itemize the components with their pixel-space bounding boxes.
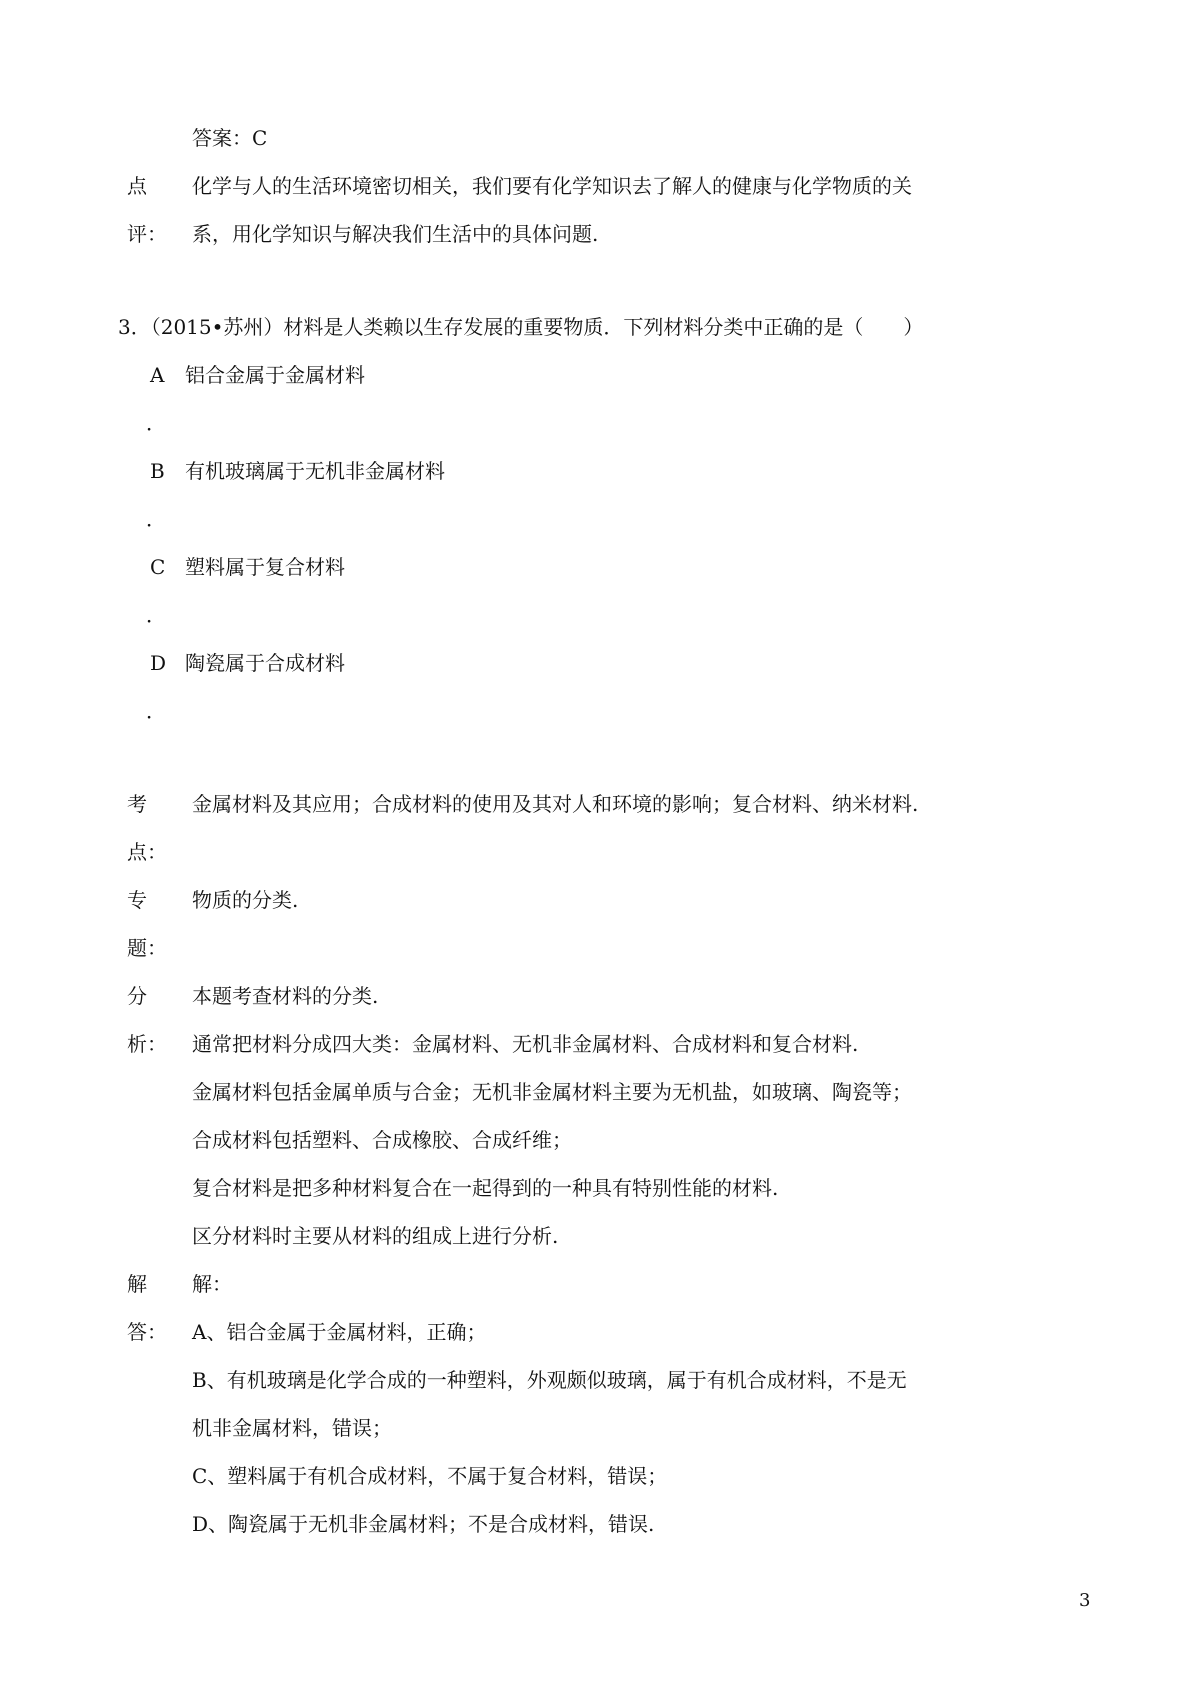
fenxi-label-2: 析： (127, 1032, 167, 1056)
option-d-letter: D (150, 651, 167, 675)
fenxi-line-5: 复合材料是把多种材料复合在一起得到的一种具有特别性能的材料. (192, 1176, 779, 1200)
zhuanti-label-1: 专 (127, 888, 147, 912)
jieda-line-3: B、有机玻璃是化学合成的一种塑料，外观颇似玻璃，属于有机合成材料，不是无 (192, 1368, 907, 1392)
fenxi-label-1: 分 (127, 984, 147, 1008)
option-a-letter: A (150, 363, 165, 387)
option-c-letter: C (150, 555, 166, 579)
jieda-label-1: 解 (127, 1272, 147, 1296)
jieda-line-4: 机非金属材料，错误； (192, 1416, 392, 1440)
jieda-label-2: 答： (127, 1320, 167, 1344)
option-b-letter: B (150, 459, 165, 483)
fenxi-line-6: 区分材料时主要从材料的组成上进行分析. (192, 1224, 559, 1248)
option-a-dot: ． (146, 411, 166, 435)
kaodian-label-1: 考 (127, 792, 147, 816)
fenxi-line-2: 通常把材料分成四大类：金属材料、无机非金属材料、合成材料和复合材料. (192, 1032, 859, 1056)
comment-line-1: 化学与人的生活环境密切相关，我们要有化学知识去了解人的健康与化学物质的关 (192, 174, 912, 198)
kaodian-text: 金属材料及其应用；合成材料的使用及其对人和环境的影响；复合材料、纳米材料. (192, 792, 919, 816)
question-stem: 3．（2015•苏州）材料是人类赖以生存发展的重要物质．下列材料分类中正确的是（ ） (118, 315, 924, 339)
zhuanti-label-2: 题： (127, 936, 167, 960)
option-a-text: 铝合金属于金属材料 (185, 363, 365, 387)
kaodian-label-2: 点： (127, 840, 167, 864)
fenxi-line-1: 本题考查材料的分类. (192, 984, 379, 1008)
option-c-dot: ． (146, 603, 166, 627)
zhuanti-text: 物质的分类. (192, 888, 299, 912)
comment-label-2: 评： (127, 222, 167, 246)
option-d-dot: ． (146, 699, 166, 723)
option-b-text: 有机玻璃属于无机非金属材料 (185, 459, 445, 483)
jieda-line-5: C、塑料属于有机合成材料，不属于复合材料，错误； (192, 1464, 668, 1488)
answer-line: 答案：C (192, 126, 268, 150)
page-number: 3 (1079, 1590, 1091, 1611)
option-d-text: 陶瓷属于合成材料 (185, 651, 345, 675)
option-c-text: 塑料属于复合材料 (185, 555, 345, 579)
comment-label-1: 点 (127, 174, 147, 198)
comment-line-2: 系，用化学知识与解决我们生活中的具体问题. (192, 222, 599, 246)
jieda-line-1: 解： (192, 1272, 232, 1296)
fenxi-line-4: 合成材料包括塑料、合成橡胶、合成纤维； (192, 1128, 572, 1152)
option-b-dot: ． (146, 507, 166, 531)
fenxi-line-3: 金属材料包括金属单质与合金；无机非金属材料主要为无机盐，如玻璃、陶瓷等； (192, 1080, 912, 1104)
jieda-line-2: A、铝合金属于金属材料，正确； (192, 1320, 487, 1344)
jieda-line-6: D、陶瓷属于无机非金属材料；不是合成材料，错误. (192, 1512, 655, 1536)
